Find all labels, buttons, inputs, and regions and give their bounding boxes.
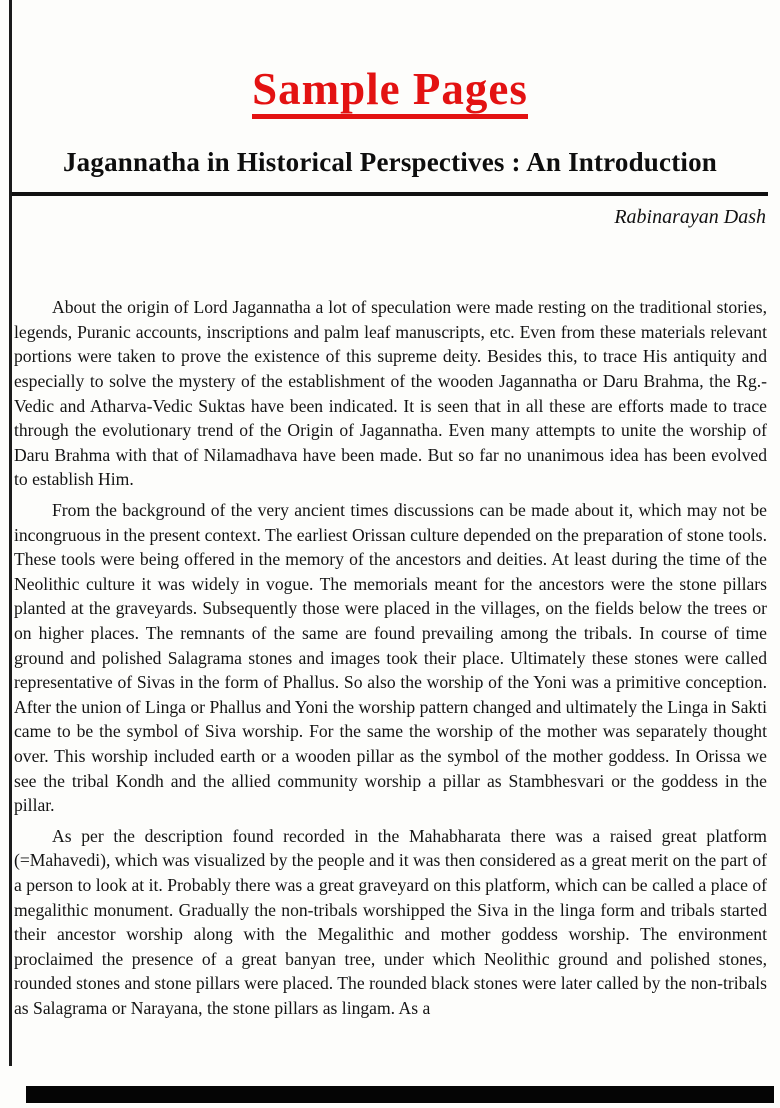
scan-edge-bottom	[26, 1086, 774, 1103]
scan-edge-left	[9, 0, 12, 1066]
paragraph-1: About the origin of Lord Jagannatha a lot of speculation were made resting on the traditional stories, legends, Puranic accounts, inscriptions and palm leaf manuscripts, etc. Even from these materials relevant portions were taken to prove the existence of this supreme deity. Besides this, to trace His antiquity and especially to solve the mystery of the establishment of the wooden Jagannatha or Daru Brahma, the Rg.-Vedic and Atharva-Vedic Suktas have been indicated. It is seen that in all these are efforts made to trace through the evolutionary trend of the Origin of Jagannatha. Even many attempts to unite the worship of Daru Brahma with that of Nilamadhava have been made. But so far no unanimous idea has been evolved to establish Him.	[14, 297, 767, 490]
page-header	[0, 0, 780, 229]
author-name: Rabinarayan Dash	[614, 206, 766, 229]
sample-pages-banner	[0, 66, 780, 119]
title-rule	[12, 192, 768, 196]
paragraph-3: As per the description found recorded in the Mahabharata there was a raised great platform (=Mahavedi), which was visualized by the people and it was then considered as a great merit on the part of a person to look at it. Probably there was a great graveyard on this platform, which can be called a place of megalithic monument. Gradually the non-tribals worshipped the Siva in the linga form and tribals started their ancestor worship along with the Megalithic and mother goddess worship. The environment proclaimed the presence of a great banyan tree, under which Neolithic ground and polished stones, rounded stones and stone pillars were placed. The rounded black stones were later called by the non-tribals as Salagrama or Narayana, the stone pillars as lingam. As a	[14, 825, 767, 1018]
article-body	[0, 295, 780, 1020]
paragraph-2: From the background of the very ancient times discussions can be made about it, which may not be incongruous in the present context. The earliest Orissan culture depended on the preparation of stone tools. These tools were being offered in the memory of the ancestors and deities. At least during the time of the Neolithic culture it was widely in vogue. The memorials meant for the ancestors were the stone pillars planted at the graveyards. Subsequently those were placed in the villages, on the fields below the trees or on higher places. The remnants of the same are found prevailing among the tribals. In course of time ground and polished Salagrama stones and images took their place. Ultimately these stones were called representative of Sivas in the form of Phallus. So also the worship of the Yoni was a primitive conception. After the union of Linga or Phallus and Yoni the worship pattern changed and ultimately the Linga in Sakti came to be the symbol of Siva worship. For the same the worship of the mother was separately thought over. This worship included earth or a wooden pillar as the symbol of the mother goddess. In Orissa we see the tribal Kondh and the allied community worship a pillar as Stambhesvari or the goddess in the pillar.	[14, 500, 767, 816]
sample-pages-text: Sample Pages	[252, 66, 528, 119]
article-title: Jagannatha in Historical Perspectives : An Introduction	[62, 147, 718, 178]
